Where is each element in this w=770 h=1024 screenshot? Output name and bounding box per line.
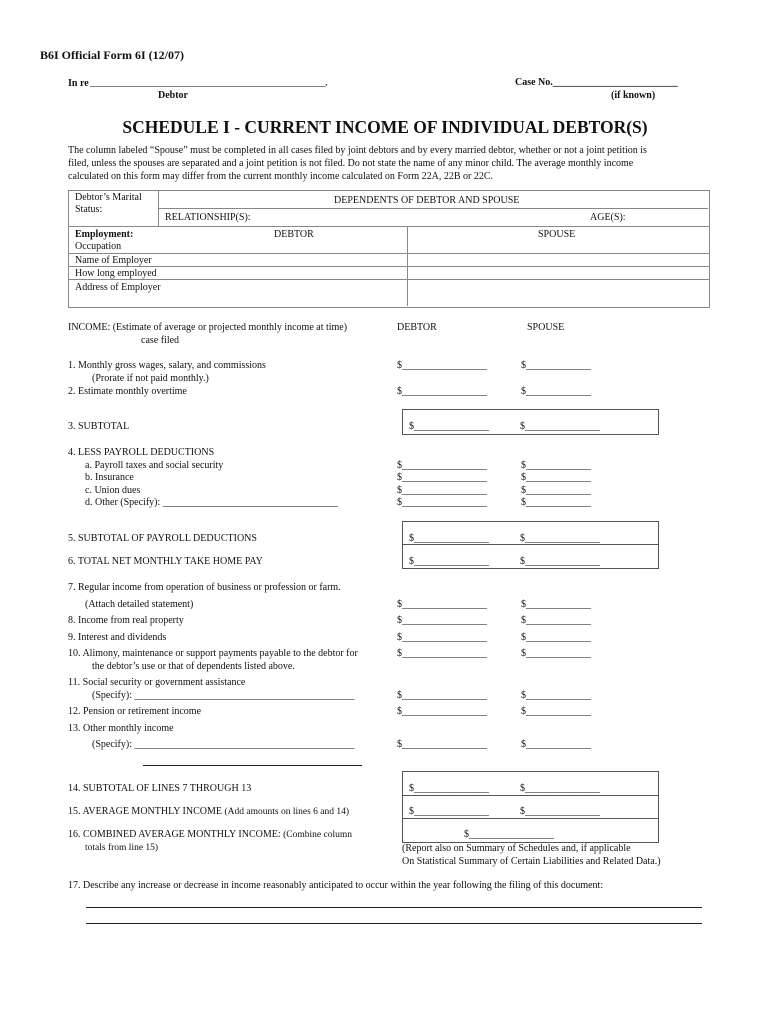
line-4b-debtor[interactable]: $_________________	[397, 472, 487, 483]
line-1-label: 1. Monthly gross wages, salary, and commissions	[68, 360, 266, 371]
employer-address-row[interactable]: Address of Employer	[75, 282, 161, 293]
employment-label: Employment:	[75, 229, 134, 240]
line-1-spouse[interactable]: $_____________	[521, 360, 591, 371]
line-2-label: 2. Estimate monthly overtime	[68, 386, 187, 397]
line-13-spouse[interactable]: $_____________	[521, 739, 591, 750]
intro-line-1: The column labeled “Spouse” must be completed in all cases filed by joint debtors and by every married debtor, whether or not a joint petition is	[68, 145, 647, 156]
income-debtor-header: DEBTOR	[397, 322, 437, 333]
line-4d-label[interactable]: d. Other (Specify): ___________________________________	[85, 497, 338, 508]
line-12-debtor[interactable]: $_________________	[397, 706, 487, 717]
income-spouse-header: SPOUSE	[527, 322, 565, 333]
line-5-label: 5. SUBTOTAL OF PAYROLL DEDUCTIONS	[68, 533, 257, 544]
line-2-debtor[interactable]: $_________________	[397, 386, 487, 397]
in-re-field[interactable]: _______________________________________________,	[90, 77, 328, 88]
line-17-blank-1[interactable]	[86, 907, 702, 908]
occupation-row[interactable]: Occupation	[75, 241, 122, 252]
line-4a-spouse[interactable]: $_____________	[521, 460, 591, 471]
line-10-label: 10. Alimony, maintenance or support payments payable to the debtor for	[68, 648, 358, 659]
income-header: INCOME: (Estimate of average or projected monthly income at time)	[68, 322, 348, 333]
line-12-label: 12. Pension or retirement income	[68, 706, 202, 717]
line-3-spouse[interactable]: $_______________	[520, 421, 600, 432]
line-9-spouse[interactable]: $_____________	[521, 632, 591, 643]
intro-line-2: filed, unless the spouses are separated and a joint petition is not filed. Do not state the name of any minor child. The average monthly income	[68, 158, 634, 169]
line-2-spouse[interactable]: $_____________	[521, 386, 591, 397]
income-header-2: case filed	[141, 335, 180, 346]
line-10-spouse[interactable]: $_____________	[521, 648, 591, 659]
line-5-spouse[interactable]: $_______________	[520, 533, 600, 544]
page-title: SCHEDULE I - CURRENT INCOME OF INDIVIDUAL DEBTOR(S)	[122, 117, 648, 137]
line-7-spouse[interactable]: $_____________	[521, 599, 591, 610]
debtor-column-header: DEBTOR	[274, 229, 314, 240]
line-4b-label: b. Insurance	[85, 472, 134, 483]
line-10-note: the debtor’s use or that of dependents listed above.	[92, 661, 295, 672]
line-7-debtor[interactable]: $_________________	[397, 599, 487, 610]
form-id: B6I Official Form 6I (12/07)	[40, 48, 184, 62]
line-14-label: 14. SUBTOTAL OF LINES 7 THROUGH 13	[68, 783, 252, 794]
line-15-label	[68, 806, 349, 817]
line-17-blank-2[interactable]	[86, 923, 702, 924]
line-7-label: 7. Regular income from operation of business or profession or farm.	[68, 582, 341, 593]
line-6-label: 6. TOTAL NET MONTHLY TAKE HOME PAY	[68, 556, 263, 567]
line-13-label: 13. Other monthly income	[68, 723, 174, 734]
line-11-specify[interactable]: (Specify): ____________________________________________	[92, 690, 355, 701]
line-14-debtor[interactable]: $_______________	[409, 783, 489, 794]
line-17-label: 17. Describe any increase or decrease in income reasonably anticipated to occur within the year following the filing of this document:	[68, 880, 604, 891]
line-15-debtor[interactable]: $_______________	[409, 806, 489, 817]
line-10-debtor[interactable]: $_________________	[397, 648, 487, 659]
intro-line-3: calculated on this form may differ from the current monthly income calculated on Form 22A, 22B or 22C.	[68, 171, 493, 182]
how-long-employed-row[interactable]: How long employed	[75, 268, 157, 279]
line-4a-label: a. Payroll taxes and social security	[85, 460, 224, 471]
line-4b-spouse[interactable]: $_____________	[521, 472, 591, 483]
report-note-2: On Statistical Summary of Certain Liabilities and Related Data.)	[402, 856, 661, 867]
line-8-label: 8. Income from real property	[68, 615, 184, 626]
line-3-debtor[interactable]: $_______________	[409, 421, 489, 432]
line-15-label-main: 15. AVERAGE MONTHLY INCOME	[68, 806, 225, 817]
line-16-label-note: (Combine column	[283, 830, 352, 840]
line-5-debtor[interactable]: $_______________	[409, 533, 489, 544]
line-4-label: 4. LESS PAYROLL DEDUCTIONS	[68, 447, 215, 458]
line-11-label: 11. Social security or government assistance	[68, 677, 246, 688]
line-7-note: (Attach detailed statement)	[85, 599, 194, 610]
line-9-debtor[interactable]: $_________________	[397, 632, 487, 643]
line-1-debtor[interactable]: $_________________	[397, 360, 487, 371]
if-known-label: (if known)	[611, 90, 656, 101]
line-4d-spouse[interactable]: $_____________	[521, 497, 591, 508]
line-11-debtor[interactable]: $_________________	[397, 690, 487, 701]
marital-status-label: Debtor’s Marital	[75, 192, 142, 203]
case-no-field[interactable]: Case No._________________________	[515, 77, 678, 88]
line-1-note: (Prorate if not paid monthly.)	[92, 373, 209, 384]
line-4a-debtor[interactable]: $_________________	[397, 460, 487, 471]
line-6-debtor[interactable]: $_______________	[409, 556, 489, 567]
in-re-label: In re	[68, 78, 89, 89]
debtor-label: Debtor	[158, 90, 188, 101]
line-11-spouse[interactable]: $_____________	[521, 690, 591, 701]
line-13-extra-blank[interactable]	[143, 765, 362, 766]
line-16-note: totals from line 15)	[85, 843, 159, 853]
line-6-spouse[interactable]: $_______________	[520, 556, 600, 567]
employer-name-row[interactable]: Name of Employer	[75, 255, 152, 266]
spouse-column-header: SPOUSE	[538, 229, 576, 240]
line-13-specify[interactable]: (Specify): ____________________________________________	[92, 739, 355, 750]
line-12-spouse[interactable]: $_____________	[521, 706, 591, 717]
line-4d-debtor[interactable]: $_________________	[397, 497, 487, 508]
marital-status-label-2: Status:	[75, 204, 103, 215]
report-note-1: (Report also on Summary of Schedules and, if applicable	[402, 843, 631, 854]
line-4c-debtor[interactable]: $_________________	[397, 485, 487, 496]
line-9-label: 9. Interest and dividends	[68, 632, 167, 643]
line-16-label	[68, 829, 352, 840]
line-15-spouse[interactable]: $_______________	[520, 806, 600, 817]
line-16-label-main: 16. COMBINED AVERAGE MONTHLY INCOME:	[68, 829, 284, 840]
line-4c-label: c. Union dues	[85, 485, 141, 496]
line-3-label: 3. SUBTOTAL	[68, 421, 130, 432]
line-16-combined[interactable]: $_________________	[464, 829, 554, 840]
line-8-debtor[interactable]: $_________________	[397, 615, 487, 626]
ages-label[interactable]: AGE(S):	[590, 212, 626, 223]
line-13-debtor[interactable]: $_________________	[397, 739, 487, 750]
dependents-header: DEPENDENTS OF DEBTOR AND SPOUSE	[334, 195, 520, 206]
line-15-label-note: (Add amounts on lines 6 and 14)	[224, 807, 350, 817]
line-4c-spouse[interactable]: $_____________	[521, 485, 591, 496]
relationship-label[interactable]: RELATIONSHIP(S):	[165, 212, 251, 223]
line-14-spouse[interactable]: $_______________	[520, 783, 600, 794]
line-8-spouse[interactable]: $_____________	[521, 615, 591, 626]
